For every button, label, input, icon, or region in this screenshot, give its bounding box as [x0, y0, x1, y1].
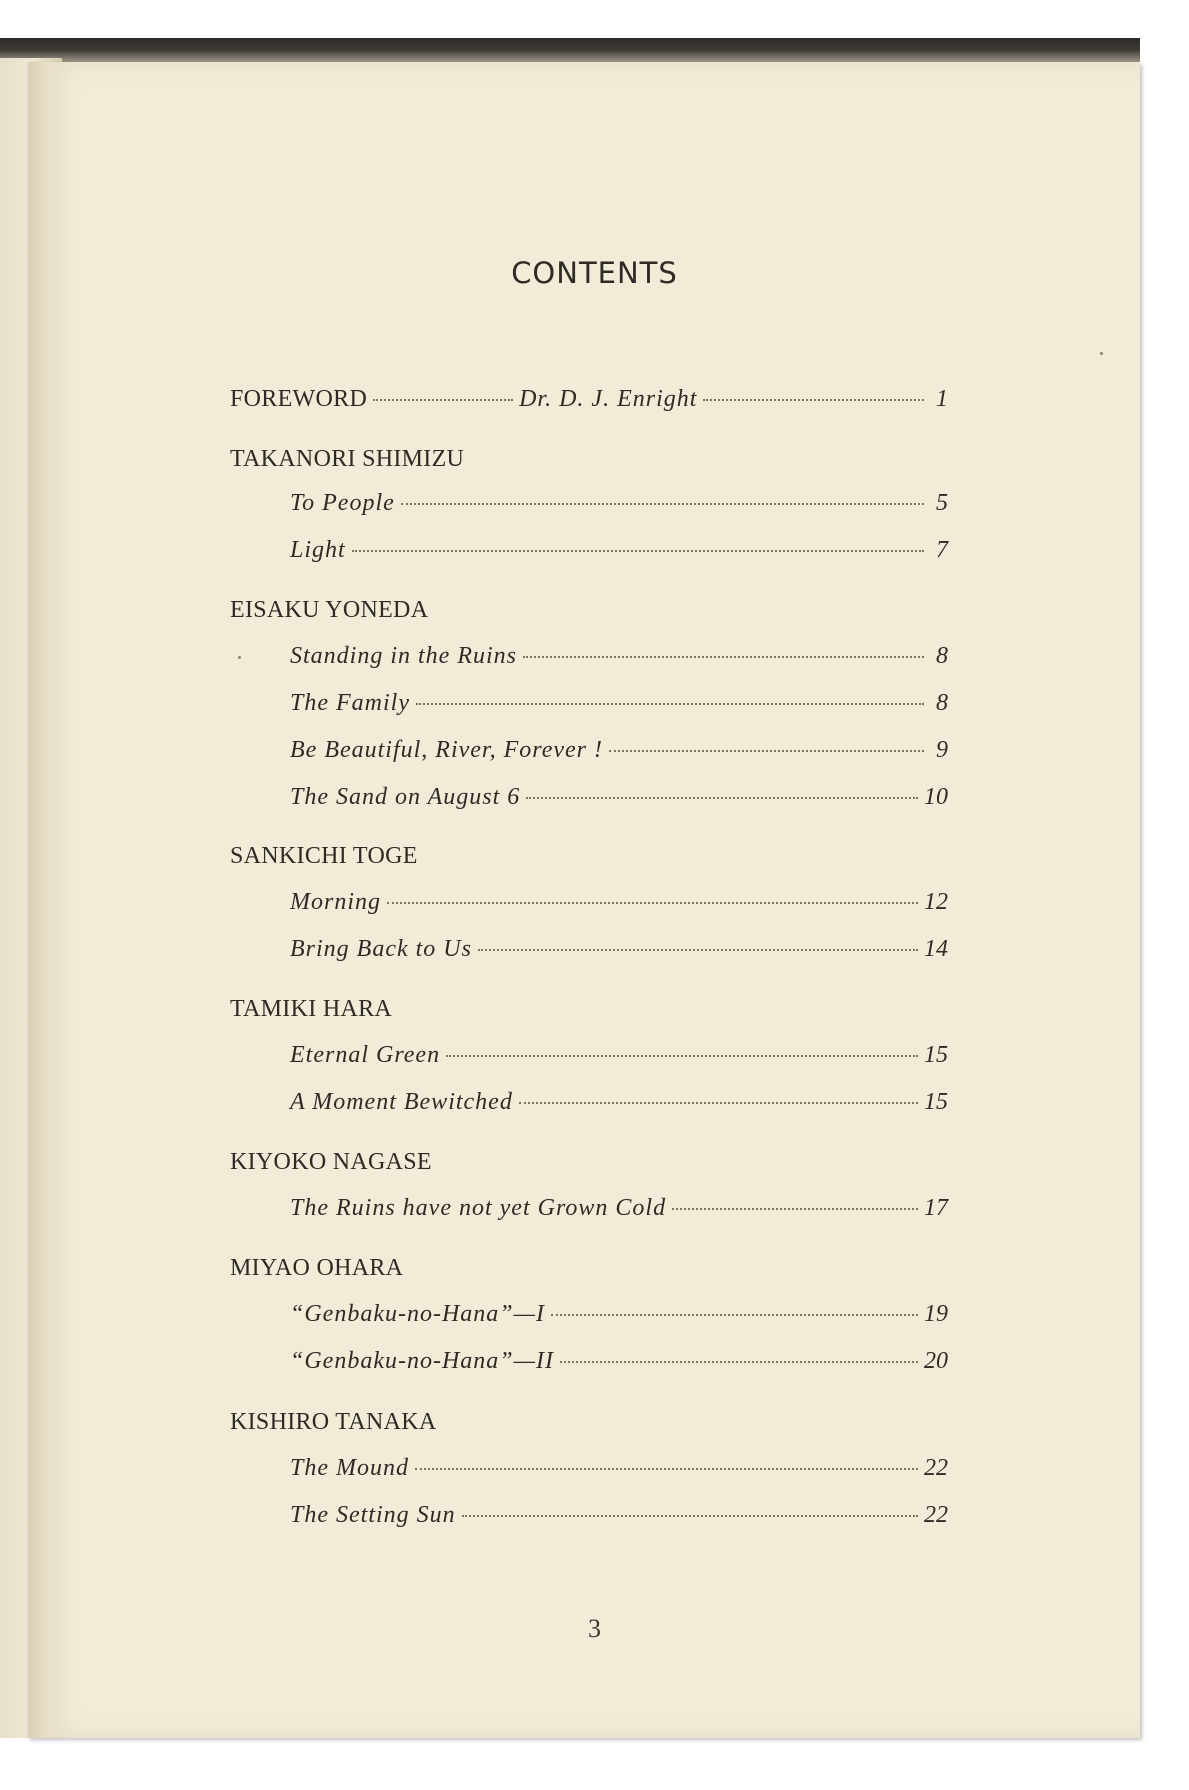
page-ref: 19 [924, 1301, 948, 1327]
author-heading: EISAKU YONEDA [230, 597, 429, 623]
page-ref: 7 [936, 537, 948, 563]
toc-entry [290, 1089, 948, 1119]
page-ref: 17 [924, 1195, 948, 1221]
dot-leader [401, 502, 924, 505]
dot-leader [526, 796, 918, 799]
toc-entry [290, 537, 948, 567]
dot-leader [352, 549, 924, 552]
page-ref: 5 [936, 490, 948, 516]
dot-leader [703, 398, 924, 401]
foreword-label: FOREWORD [230, 386, 368, 412]
paper-speck [238, 656, 241, 659]
poem-title: A Moment Bewitched [290, 1089, 513, 1115]
page-number: 3 [588, 1614, 601, 1643]
page-ref: 9 [936, 737, 948, 763]
dot-leader [609, 749, 924, 752]
author-heading: KIYOKO NAGASE [230, 1149, 432, 1175]
toc-entry [290, 889, 948, 919]
page-ref: 8 [936, 690, 948, 716]
dot-leader [415, 1467, 918, 1470]
page-gutter-shadow [28, 62, 64, 1738]
dot-leader [478, 948, 918, 951]
paper-speck [1100, 352, 1103, 355]
poem-title: The Ruins have not yet Grown Cold [290, 1195, 667, 1221]
poem-title: Be Beautiful, River, Forever ! [290, 737, 604, 763]
page-ref: 14 [924, 936, 948, 962]
contents-heading: CONTENTS [511, 256, 678, 290]
page-ref: 22 [924, 1455, 948, 1481]
page-ref: 10 [924, 784, 948, 810]
poem-title: Morning [290, 889, 381, 915]
page-ref: 22 [924, 1502, 948, 1528]
poem-title: The Mound [290, 1455, 409, 1481]
toc-entry [290, 490, 948, 520]
dot-leader [672, 1207, 918, 1210]
page-ref: 8 [936, 643, 948, 669]
poem-title: The Family [290, 690, 410, 716]
dot-leader [446, 1054, 918, 1057]
poem-title: “Genbaku-no-Hana”—I [290, 1301, 545, 1327]
poem-title: Eternal Green [290, 1042, 441, 1068]
dot-leader [551, 1313, 918, 1316]
author-heading: TAMIKI HARA [230, 996, 393, 1022]
dot-leader [373, 398, 513, 401]
dot-leader [560, 1360, 918, 1363]
toc-entry [290, 690, 948, 720]
foreword-author: Dr. D. J. Enright [519, 386, 698, 412]
page-ref: 12 [924, 889, 948, 915]
author-heading: TAKANORI SHIMIZU [230, 446, 465, 472]
toc-entry [290, 784, 948, 814]
dot-leader [519, 1101, 918, 1104]
author-heading: KISHIRO TANAKA [230, 1409, 437, 1435]
dot-leader [462, 1514, 918, 1517]
poem-title: To People [290, 490, 395, 516]
dot-leader [523, 655, 924, 658]
toc-entry [290, 1502, 948, 1532]
toc-entry [290, 643, 948, 673]
toc-entry [290, 1195, 948, 1225]
toc-entry [290, 737, 948, 767]
dot-leader [387, 901, 918, 904]
toc-entry [290, 936, 948, 966]
page-ref: 1 [936, 386, 948, 412]
page-ref: 15 [924, 1042, 948, 1068]
poem-title: Bring Back to Us [290, 936, 472, 962]
author-heading: MIYAO OHARA [230, 1255, 404, 1281]
toc-entry [290, 1348, 948, 1378]
page-ref: 15 [924, 1089, 948, 1115]
author-heading: SANKICHI TOGE [230, 843, 418, 869]
poem-title: Light [290, 537, 346, 563]
dot-leader [416, 702, 924, 705]
poem-title: Standing in the Ruins [290, 643, 517, 669]
toc-entry [290, 1042, 948, 1072]
poem-title: The Sand on August 6 [290, 784, 521, 810]
poem-title: The Setting Sun [290, 1502, 456, 1528]
foreword-entry [230, 386, 948, 416]
poem-title: “Genbaku-no-Hana”—II [290, 1348, 554, 1374]
page-ref: 20 [924, 1348, 948, 1374]
toc-entry [290, 1301, 948, 1331]
toc-entry [290, 1455, 948, 1485]
